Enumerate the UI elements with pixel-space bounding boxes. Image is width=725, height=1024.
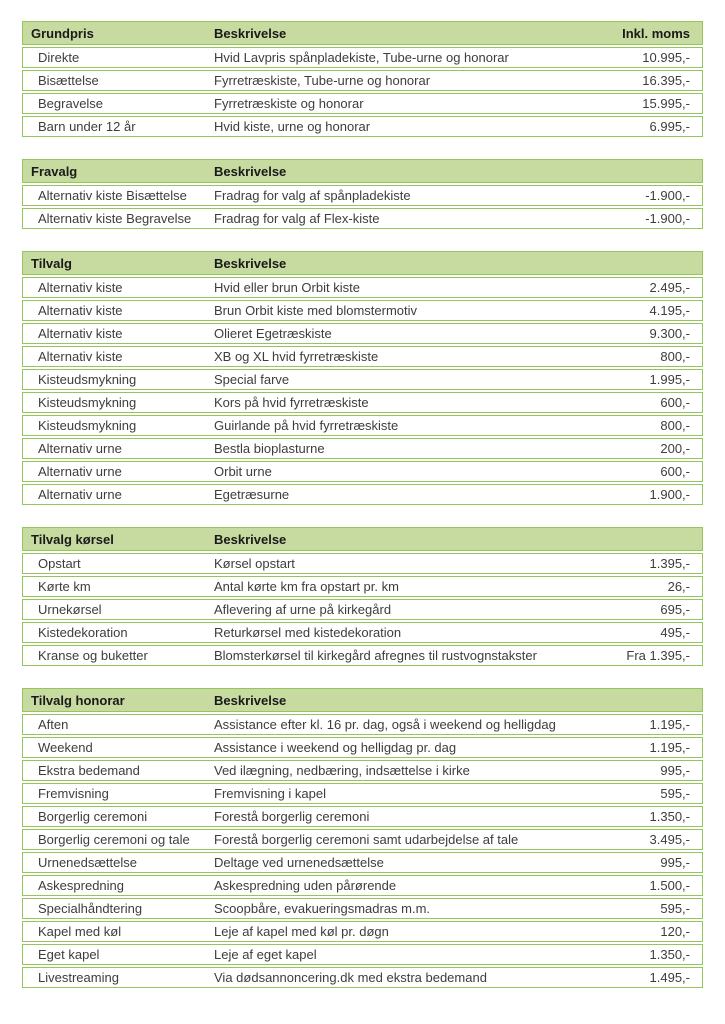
service-name: Livestreaming: [38, 970, 119, 985]
service-description: Deltage ved urnenedsættelse: [214, 855, 384, 870]
service-description: Via dødsannoncering.dk med ekstra bedemand: [214, 970, 487, 985]
service-price: 9.300,-: [649, 326, 690, 341]
service-price: 120,-: [660, 924, 690, 939]
table-row: [22, 300, 703, 321]
service-description: Assistance efter kl. 16 pr. dag, også i weekend og helligdag: [214, 717, 556, 732]
table-row: [22, 760, 703, 781]
service-price: 1.900,-: [649, 487, 690, 502]
table-rows: [22, 277, 703, 505]
table-row: [22, 967, 703, 988]
table-rows: [22, 553, 703, 666]
service-name: Aften: [38, 717, 69, 732]
service-price: 15.995,-: [642, 96, 690, 111]
service-price: 1.495,-: [649, 970, 690, 985]
service-description: Orbit urne: [214, 464, 272, 479]
service-price: 26,-: [667, 579, 690, 594]
table-row: [22, 93, 703, 114]
table-row: [22, 944, 703, 965]
service-name: Urnenedsættelse: [38, 855, 137, 870]
service-name: Alternativ kiste: [38, 280, 123, 295]
service-description: Olieret Egetræskiste: [214, 326, 332, 341]
service-price: 600,-: [660, 464, 690, 479]
service-name: Alternativ kiste: [38, 349, 123, 364]
price-header: Inkl. moms: [622, 25, 690, 41]
price-table-tilvalg-honorar: [22, 688, 703, 988]
table-row: [22, 116, 703, 137]
service-name: Direkte: [38, 50, 80, 65]
service-description: Hvid Lavpris spånpladekiste, Tube-urne og honorar: [214, 50, 509, 65]
service-name: Specialhåndtering: [38, 901, 143, 916]
service-price: 1.500,-: [649, 878, 690, 893]
table-header-row: [22, 159, 703, 183]
service-price: 16.395,-: [642, 73, 690, 88]
service-price: 600,-: [660, 395, 690, 410]
service-price: 1.350,-: [649, 947, 690, 962]
service-name: Kisteudsmykning: [38, 418, 137, 433]
table-row: [22, 70, 703, 91]
service-name: Kapel med køl: [38, 924, 122, 939]
table-row: [22, 783, 703, 804]
service-description: Scoopbåre, evakueringsmadras m.m.: [214, 901, 431, 916]
service-description: Leje af eget kapel: [214, 947, 317, 962]
service-name: Kranse og buketter: [38, 648, 148, 663]
service-name: Alternativ urne: [38, 487, 122, 502]
description-header: Beskrivelse: [214, 163, 287, 179]
price-table-fravalg: [22, 159, 703, 229]
service-name: Kørte km: [38, 579, 91, 594]
table-row: [22, 346, 703, 367]
table-row: [22, 369, 703, 390]
table-row: [22, 829, 703, 850]
table-row: [22, 208, 703, 229]
service-name: Urnekørsel: [38, 602, 102, 617]
service-price: 800,-: [660, 349, 690, 364]
table-header-row: [22, 251, 703, 275]
service-name: Alternativ urne: [38, 464, 122, 479]
service-name: Bisættelse: [38, 73, 99, 88]
service-description: Fradrag for valg af Flex-kiste: [214, 211, 380, 226]
table-title: Grundpris: [31, 25, 94, 41]
service-price: 6.995,-: [649, 119, 690, 134]
service-description: Blomsterkørsel til kirkegård afregnes til rustvognstakster: [214, 648, 537, 663]
price-table-grundpris: [22, 21, 703, 137]
service-description: Ved ilægning, nedbæring, indsættelse i kirke: [214, 763, 470, 778]
table-row: [22, 277, 703, 298]
service-name: Eget kapel: [38, 947, 100, 962]
table-title: Fravalg: [31, 163, 78, 179]
service-description: Kørsel opstart: [214, 556, 295, 571]
table-row: [22, 392, 703, 413]
table-row: [22, 553, 703, 574]
service-name: Kistedekoration: [38, 625, 128, 640]
table-row: [22, 875, 703, 896]
table-row: [22, 415, 703, 436]
table-row: [22, 185, 703, 206]
service-name: Alternativ urne: [38, 441, 122, 456]
table-title: Tilvalg: [31, 255, 72, 271]
price-table-tilvalg-korsel: [22, 527, 703, 666]
service-description: Special farve: [214, 372, 290, 387]
table-row: [22, 484, 703, 505]
price-table-tilvalg: [22, 251, 703, 505]
table-row: [22, 737, 703, 758]
service-description: Fremvisning i kapel: [214, 786, 326, 801]
service-price: 1.395,-: [649, 556, 690, 571]
table-header-row: [22, 688, 703, 712]
service-price: 800,-: [660, 418, 690, 433]
service-name: Ekstra bedemand: [38, 763, 140, 778]
service-name: Weekend: [38, 740, 93, 755]
service-description: Fyrretræskiste og honorar: [214, 96, 364, 111]
service-description: Antal kørte km fra opstart pr. km: [214, 579, 399, 594]
price-list-document: [22, 21, 703, 988]
service-name: Begravelse: [38, 96, 104, 111]
service-description: Hvid eller brun Orbit kiste: [214, 280, 360, 295]
table-rows: [22, 714, 703, 988]
service-name: Alternativ kiste Begravelse: [38, 211, 192, 226]
service-price: 1.995,-: [649, 372, 690, 387]
service-price: 1.195,-: [649, 740, 690, 755]
service-price: 1.350,-: [649, 809, 690, 824]
service-description: Brun Orbit kiste med blomstermotiv: [214, 303, 418, 318]
service-description: Guirlande på hvid fyrretræskiste: [214, 418, 399, 433]
service-name: Opstart: [38, 556, 81, 571]
table-row: [22, 438, 703, 459]
table-row: [22, 599, 703, 620]
service-description: Assistance i weekend og helligdag pr. dag: [214, 740, 457, 755]
service-description: Kors på hvid fyrretræskiste: [214, 395, 369, 410]
service-description: Leje af kapel med køl pr. døgn: [214, 924, 389, 939]
table-row: [22, 576, 703, 597]
description-header: Beskrivelse: [214, 25, 287, 41]
table-row: [22, 921, 703, 942]
service-price: 995,-: [660, 855, 690, 870]
service-description: Fyrretræskiste, Tube-urne og honorar: [214, 73, 431, 88]
table-title: Tilvalg honorar: [31, 692, 125, 708]
service-price: 200,-: [660, 441, 690, 456]
service-description: XB og XL hvid fyrretræskiste: [214, 349, 379, 364]
table-row: [22, 806, 703, 827]
service-name: Kisteudsmykning: [38, 372, 137, 387]
table-row: [22, 323, 703, 344]
service-price: 995,-: [660, 763, 690, 778]
service-description: Aflevering af urne på kirkegård: [214, 602, 392, 617]
table-title: Tilvalg kørsel: [31, 531, 114, 547]
table-header-row: [22, 527, 703, 551]
service-description: Askespredning uden pårørende: [214, 878, 397, 893]
table-rows: [22, 185, 703, 229]
service-price: 595,-: [660, 901, 690, 916]
service-price: 4.195,-: [649, 303, 690, 318]
service-price: 695,-: [660, 602, 690, 617]
service-name: Alternativ kiste: [38, 326, 123, 341]
service-description: Forestå borgerlig ceremoni samt udarbejdelse af tale: [214, 832, 519, 847]
service-price: 1.195,-: [649, 717, 690, 732]
service-name: Alternativ kiste: [38, 303, 123, 318]
table-row: [22, 898, 703, 919]
service-description: Hvid kiste, urne og honorar: [214, 119, 371, 134]
service-price: Fra 1.395,-: [626, 648, 690, 663]
service-description: Egetræsurne: [214, 487, 290, 502]
service-description: Returkørsel med kistedekoration: [214, 625, 402, 640]
table-rows: [22, 47, 703, 137]
table-row: [22, 47, 703, 68]
table-row: [22, 645, 703, 666]
table-row: [22, 461, 703, 482]
table-row: [22, 852, 703, 873]
service-name: Askespredning: [38, 878, 124, 893]
description-header: Beskrivelse: [214, 531, 287, 547]
table-row: [22, 714, 703, 735]
service-price: 595,-: [660, 786, 690, 801]
service-price: 10.995,-: [642, 50, 690, 65]
description-header: Beskrivelse: [214, 255, 287, 271]
service-price: 2.495,-: [649, 280, 690, 295]
service-description: Bestla bioplasturne: [214, 441, 325, 456]
table-row: [22, 622, 703, 643]
service-name: Kisteudsmykning: [38, 395, 137, 410]
service-name: Borgerlig ceremoni: [38, 809, 148, 824]
service-price: 3.495,-: [649, 832, 690, 847]
service-description: Forestå borgerlig ceremoni: [214, 809, 370, 824]
service-description: Fradrag for valg af spånpladekiste: [214, 188, 411, 203]
service-price: -1.900,-: [645, 211, 690, 226]
service-name: Alternativ kiste Bisættelse: [38, 188, 187, 203]
service-name: Borgerlig ceremoni og tale: [38, 832, 190, 847]
service-price: 495,-: [660, 625, 690, 640]
service-price: -1.900,-: [645, 188, 690, 203]
table-header-row: [22, 21, 703, 45]
description-header: Beskrivelse: [214, 692, 287, 708]
service-name: Fremvisning: [38, 786, 109, 801]
service-name: Barn under 12 år: [38, 119, 136, 134]
